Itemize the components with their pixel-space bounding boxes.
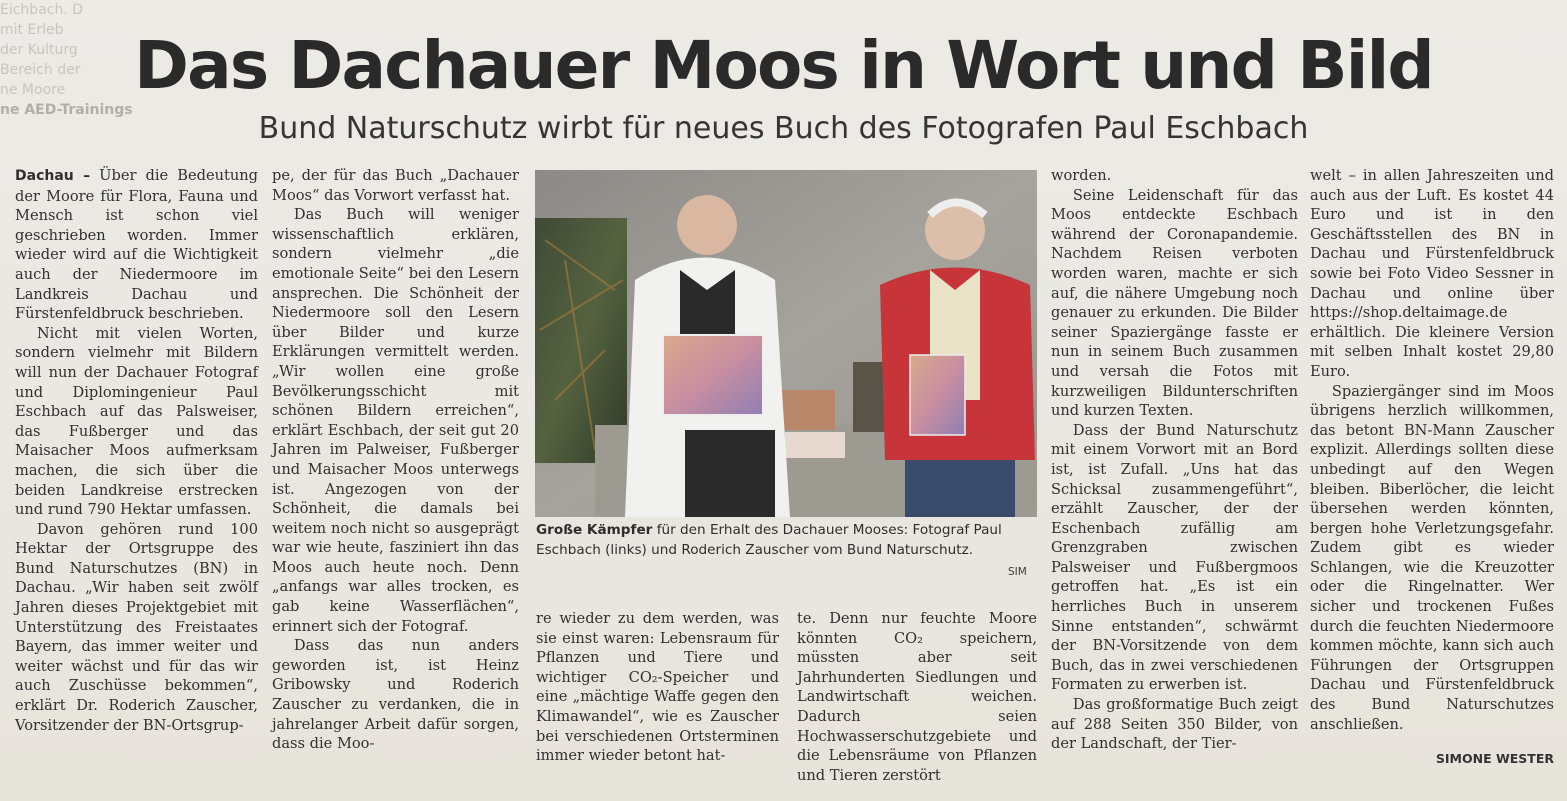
paragraph: Davon gehören rund 100 Hektar der Ortsgruppe des Bund Naturschutzes (BN) in Dachau. „Wir haben seit zwölf Jahren dieses Projektgebiet mit Unterstützung des Freistaates Bayern, das immer weiter und weiter wächst und für das wir auch Zuschüsse bekommen“, erklärt Dr. Roderich Zauscher, Vorsitzender der BN-Ortsgrup- [15,520,258,734]
author-byline: SIMONE WESTER [1435,751,1554,766]
adjacent-article-heading: ne AED-Trainings [0,102,133,118]
paragraph: Seine Leidenschaft für das Moos entdeckte Eschbach während der Coronapandemie. Nachdem Reisen verboten worden waren, machte er sich auf, die nähere Umgebung noch genauer zu erkunden. Die Bilder seiner Spaziergänge fasste er nun in seinem Buch zusammen und versah die Fotos mit kurzweiligen Bildunterschriften und kurzen Texten. [1051,186,1298,420]
paragraph [15,166,258,324]
article-column-3 [536,609,779,766]
paragraph: Nicht mit vielen Worten, sondern vielmehr mit Bildern will nun der Dachauer Fotograf und Diplomingenieur Paul Eschbach auf das Palsweiser, das Fußberger und das Maisacher Moos aufmerksam machen, die sich über die beiden Landkreise erstrecken und rund 790 Hektar umfassen. [15,324,258,519]
article-photo [535,170,1037,517]
adjacent-article-line: ne Moore [0,82,66,98]
paragraph: Dass der Bund Naturschutz mit einem Vorwort mit an Bord ist, ist Zufall. „Uns hat das Schicksal zusammengeführt“, erzählt Zauscher, der der Eschenbach zufällig am Grenzgraben zwischen Palsweiser und Fußbergmoos getroffen hat. „Es ist ein herrliches Buch in unserem Sinne entstanden“, schwärmt der BN-Vorsitzende von dem Buch, das in zwei verschiedenen Formaten zu erwerben ist. [1051,421,1298,694]
article-column-1 [15,166,258,735]
adjacent-article-line: mit Erleb [0,22,64,38]
article-column-6 [1310,166,1554,734]
paragraph: pe, der für das Buch „Dachauer Moos“ das Vorwort verfasst hat. [272,167,519,204]
paragraph: Dass das nun anders geworden ist, ist Heinz Gribowsky und Roderich Zauscher zu verdanken, die in jahrelanger Arbeit dafür sorgen, dass die Moo- [272,637,519,753]
article-column-4 [797,609,1037,785]
paragraph: worden. [1051,167,1112,184]
caption-lead: Große Kämpfer [536,522,653,538]
article-column-2 [272,166,519,754]
paragraph-text: Über die Bedeutung der Moore für Flora, Fauna und Mensch ist schon viel geschrieben worden. Immer wieder wird auf die Wichtigkeit auch der Niedermoore im Landkreis Dachau und Fürstenfeldbruck beschrieben. [15,167,258,323]
article-subheadline: Bund Naturschutz wirbt für neues Buch des Fotografen Paul Eschbach [258,111,1309,146]
photo-caption [536,521,1036,560]
adjacent-article-line: Eichbach. D [0,2,84,18]
paragraph: Das Buch will weniger wissenschaftlich erklären, sondern vielmehr „die emotionale Seite“ bei den Lesern ansprechen. Die Schönheit der Niedermoore soll den Lesern über Bilder und kurze Erklärungen vermittelt werden. „Wir wollen eine große Bevölkerungsschicht mit schönen Bildern erreichen“, erklärt Eschbach, der seit gut 20 Jahren im Palweiser, Fußberger und Maisacher Moos unterwegs ist. Angezogen von der Schönheit, die damals bei weitem noch nicht so ausgeprägt war wie heute, fasziniert ihn das Moos auch heute noch. Denn „anfangs war alles trocken, es gab keine Wasserflächen“, erinnert sich der Fotograf. [272,206,519,635]
dateline: Dachau – [15,168,91,184]
paragraph: re wieder zu dem werden, was sie einst waren: Lebensraum für Pflanzen und Tiere und wichtiger CO₂-Speicher und eine „mächtige Waffe gegen den Klimawandel“, wie es Zauscher bei verschiedenen Ortsterminen immer wieder betont hat- [536,610,779,765]
article-headline: Das Dachauer Moos in Wort und Bild [134,27,1433,104]
paragraph: te. Denn nur feuchte Moore könnten CO₂ speichern, müssten aber seit Jahrhunderten Siedlungen und Landwirtschaft weichen. Dadurch seien Hochwasserschutzgebiete und die Lebensräume von Pflanzen und Tieren zerstört [797,610,1037,784]
paragraph: welt – in allen Jahreszeiten und auch aus der Luft. Es kostet 44 Euro und ist in den Geschäftsstellen des BN in Dachau und Fürstenfeldbruck sowie bei Foto Video Sessner in Dachau und online über https://shop.deltaimage.de erhältlich. Die kleinere Version mit selben Inhalt kostet 29,80 Euro. [1310,167,1554,380]
photo-illustration [535,170,1037,517]
article-column-5 [1051,166,1298,754]
paragraph: Das großformatige Buch zeigt auf 288 Seiten 350 Bilder, von der Landschaft, der Tier- [1051,696,1298,753]
paragraph: Spaziergänger sind im Moos übrigens herzlich willkommen, das betont BN-Mann Zauscher explizit. Allerdings sollten diese unbedingt auf den Wegen bleiben. Biberlöcher, die leicht übersehen werden könnten, bergen hohe Verletzungsgefahr. Zudem gibt es wieder Schlangen, wie die Kreuzotter oder die Ringelnatter. Wer sicher und trockenen Fußes durch die feuchten Niedermoore kommen möchte, kann sich auch Führungen der Ortsgruppen Dachau und Fürstenfeldbruck des Bund Naturschutzes anschließen. [1310,382,1554,733]
adjacent-article-line: Bereich der [0,62,81,78]
photo-credit: SIM [1008,566,1027,578]
adjacent-article-line: der Kulturg [0,42,78,58]
caption-text: für den Erhalt des Dachauer Mooses: Fotograf Paul Eschbach (links) und Roderich Zauscher vom Bund Naturschutz. [536,522,1002,558]
